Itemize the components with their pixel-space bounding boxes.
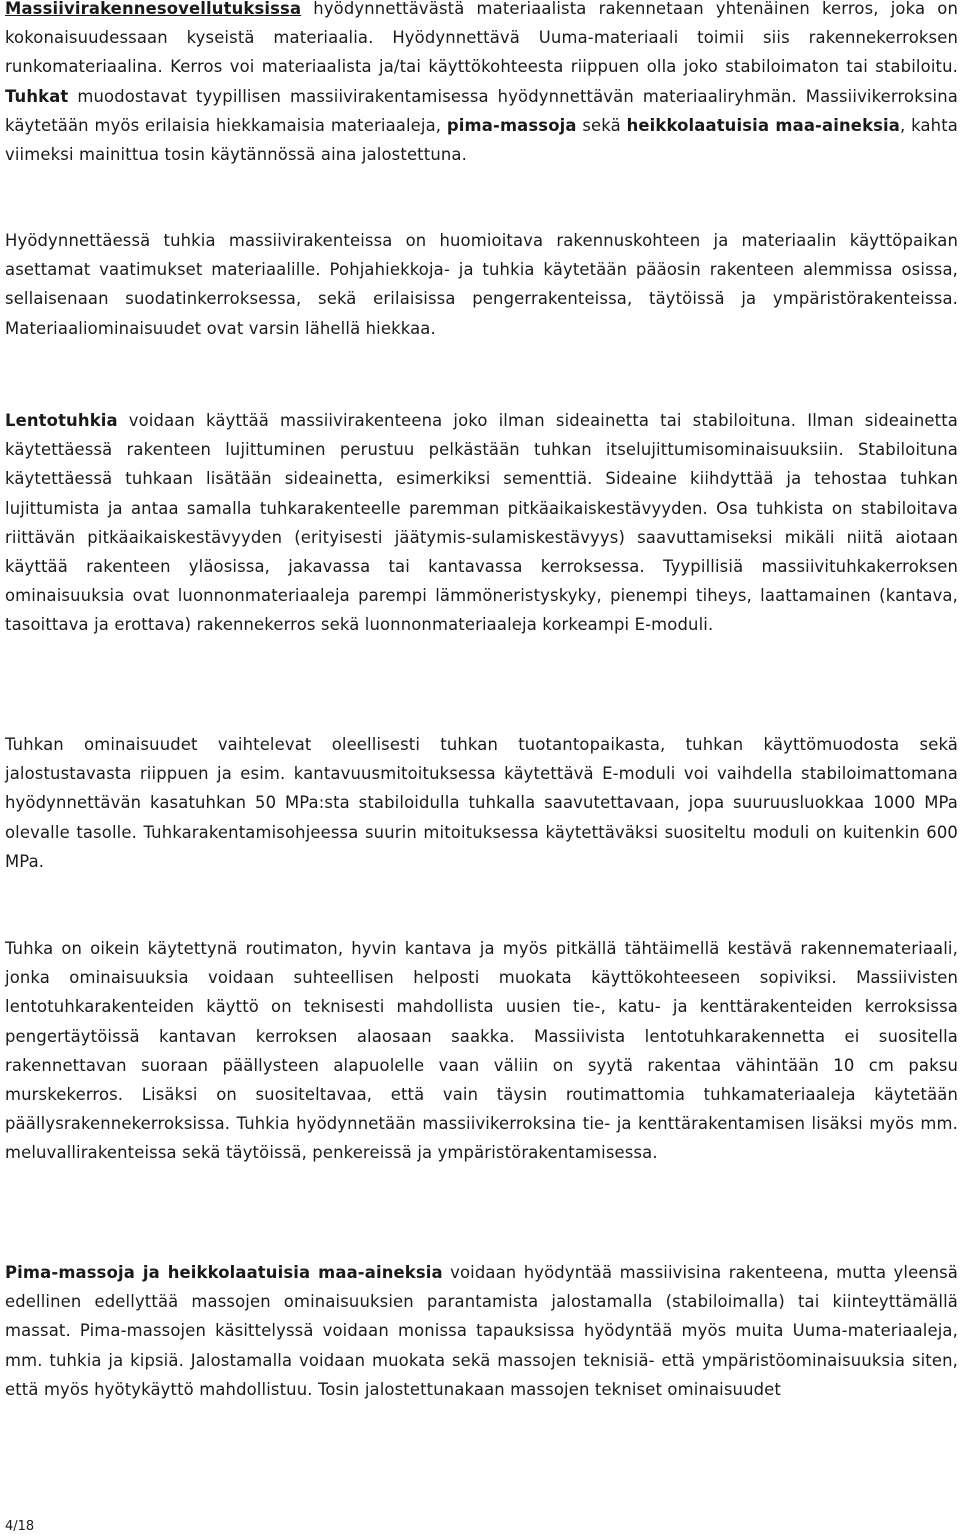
body-text: Tuhkan ominaisuudet vaihtelevat oleellisesti tuhkan tuotantopaikasta, tuhkan käyttömuodosta sekä jalostustavasta riippuen ja esim. kantavuusmitoituksessa käytettävä E-moduli voi vaihdella stabiloimattomana hyödynnettävän kasatuhkan 50 MPa:sta stabiloidulla tuhkalla saavutettavaan, jopa suuruusluokkaa 1000 MPa olevalle tasolle. Tuhkarakentamisohjeessa suurin mitoituksessa käytettäväksi suositeltu moduli on kuitenkin 600 MPa. xyxy=(5,735,958,871)
keyword-tuhkat: Tuhkat xyxy=(5,86,69,106)
keyword-lentotuhkia: Lentotuhkia xyxy=(5,411,118,430)
body-text: hyödynnettävästä materiaalista rakennetaan yhtenäinen kerros, joka on kokonaisuudessaan kyseistä materiaalia. Hyödynnettävä Uuma-materiaali toimii siis rakennekerroksen runkomateriaalina. Kerros voi materiaalista ja/tai käyttökohteesta riippuen olla joko stabiloimaton tai stabiloitu. xyxy=(5,0,958,77)
keyword-pima-massoja-heikkolaatuisia: Pima-massoja ja heikkolaatuisia maa-aineksia xyxy=(5,1263,443,1282)
paragraph-tuhkan-ominaisuudet xyxy=(5,730,958,876)
body-text: Tuhka on oikein käytettynä routimaton, hyvin kantava ja myös pitkällä tähtäimellä kestävä rakennemateriaali, jonka ominaisuuksia voidaan suhteellisen helposti muokata käyttökohteeseen sopiviksi. Massiivisten lentotuhkarakenteiden käyttö on teknisesti mahdollista uusien tie-, katu- ja kenttärakenteiden kerroksissa pengertäytöissä kantavan kerroksen alaosaan saakka. Massiivista lentotuhkarakennetta ei suositella rakennettavan suoraan päällysteen alapuolelle vaan väliin on syytä rakentaa vähintään 10 cm paksu murskekerros. Lisäksi on suositeltavaa, että vain täysin routimattomia tuhkamateriaaleja käytetään päällysrakennekerroksissa. Tuhkia hyödynnetään massiivikerroksina tie- ja kenttärakentamisen lisäksi myös mm. meluvallirakenteissa sekä täytöissä, penkereissä ja ympäristörakentamisessa. xyxy=(5,939,958,1163)
paragraph-massiivirakennesovellutukset xyxy=(5,0,958,169)
paragraph-pima-massat xyxy=(5,1258,958,1404)
keyword-heikkolaatuisia: heikkolaatuisia maa-aineksia xyxy=(626,115,901,135)
page-number: 4/18 xyxy=(5,1519,35,1534)
keyword-pima-massoja: pima-massoja xyxy=(446,115,577,135)
paragraph-tuhkat-massiivirakenteissa xyxy=(5,226,958,343)
paragraph-lentotuhkat xyxy=(5,406,958,640)
body-text: muodostavat tyypillisen massiivirakentamisessa hyödynnettävän materiaaliryhmän. Massiivikerroksina käytetään myös erilaisia hiekkamaisia materiaaleja, xyxy=(5,86,958,135)
body-text: Hyödynnettäessä tuhkia massiivirakenteissa on huomioitava rakennuskohteen ja materiaalin käyttöpaikan asettamat vaatimukset materiaalille. Pohjahiekkoja- ja tuhkia käytetään pääosin rakenteen alemmissa osissa, sellaisenaan suodatinkerroksessa, sekä erilaisissa pengerrakenteissa, täytöissä ja ympäristörakenteissa. Materiaaliominaisuudet ovat varsin lähellä hiekkaa. xyxy=(5,231,958,338)
body-text: , kahta viimeksi mainittua tosin käytännössä aina jalostettuna. xyxy=(5,115,958,165)
body-text: voidaan hyödyntää massiivisina rakenteena, mutta yleensä edellinen edellyttää massojen ominaisuuksien parantamista jalostamalla (stabiloimalla) tai kiinteyttämällä massat. Pima-massojen käsittelyssä voidaan monissa tapauksissa hyödyntää myös muita Uuma-materiaaleja, mm. tuhkia ja kipsiä. Jalostamalla voidaan muokata sekä massojen teknisiä- että ympäristöominaisuuksia siten, että myös hyötykäyttö mahdollistuu. Tosin jalostettunakaan massojen tekniset ominaisuudet xyxy=(5,1263,958,1399)
body-text: voidaan käyttää massiivirakenteena joko ilman sideainetta tai stabiloituna. Ilman sideainetta käytettäessä rakenteen lujittuminen perustuu pelkästään tuhkan itselujittumisominaisuuksiin. Stabiloituna käytettäessä tuhkaan lisätään sideainetta, esimerkiksi sementtiä. Sideaine kiihdyttää ja tehostaa tuhkan lujittumista ja antaa samalla tuhkarakenteelle paremman pitkäaikaiskestävyyden. Osa tuhkista on stabiloitava riittävän pitkäaikaiskestävyyden (erityisesti jäätymis-sulamiskestävyys) saavuttamiseksi mikäli niitä aiotaan käyttää rakenteen yläosissa, jakavassa tai kantavassa kerroksessa. Tyypillisiä massiivituhkakerroksen ominaisuuksia ovat luonnonmateriaaleja parempi lämmöneristyskyky, pienempi tiheys, laattamainen (kantava, tasoittava ja erottava) rakennekerros sekä luonnonmateriaaleja korkeampi E-moduli. xyxy=(5,411,958,635)
paragraph-tuhka-rakennemateriaali xyxy=(5,934,958,1168)
body-text: sekä xyxy=(576,115,627,135)
section-heading: Massiivirakennesovellutuksissa xyxy=(5,0,302,18)
